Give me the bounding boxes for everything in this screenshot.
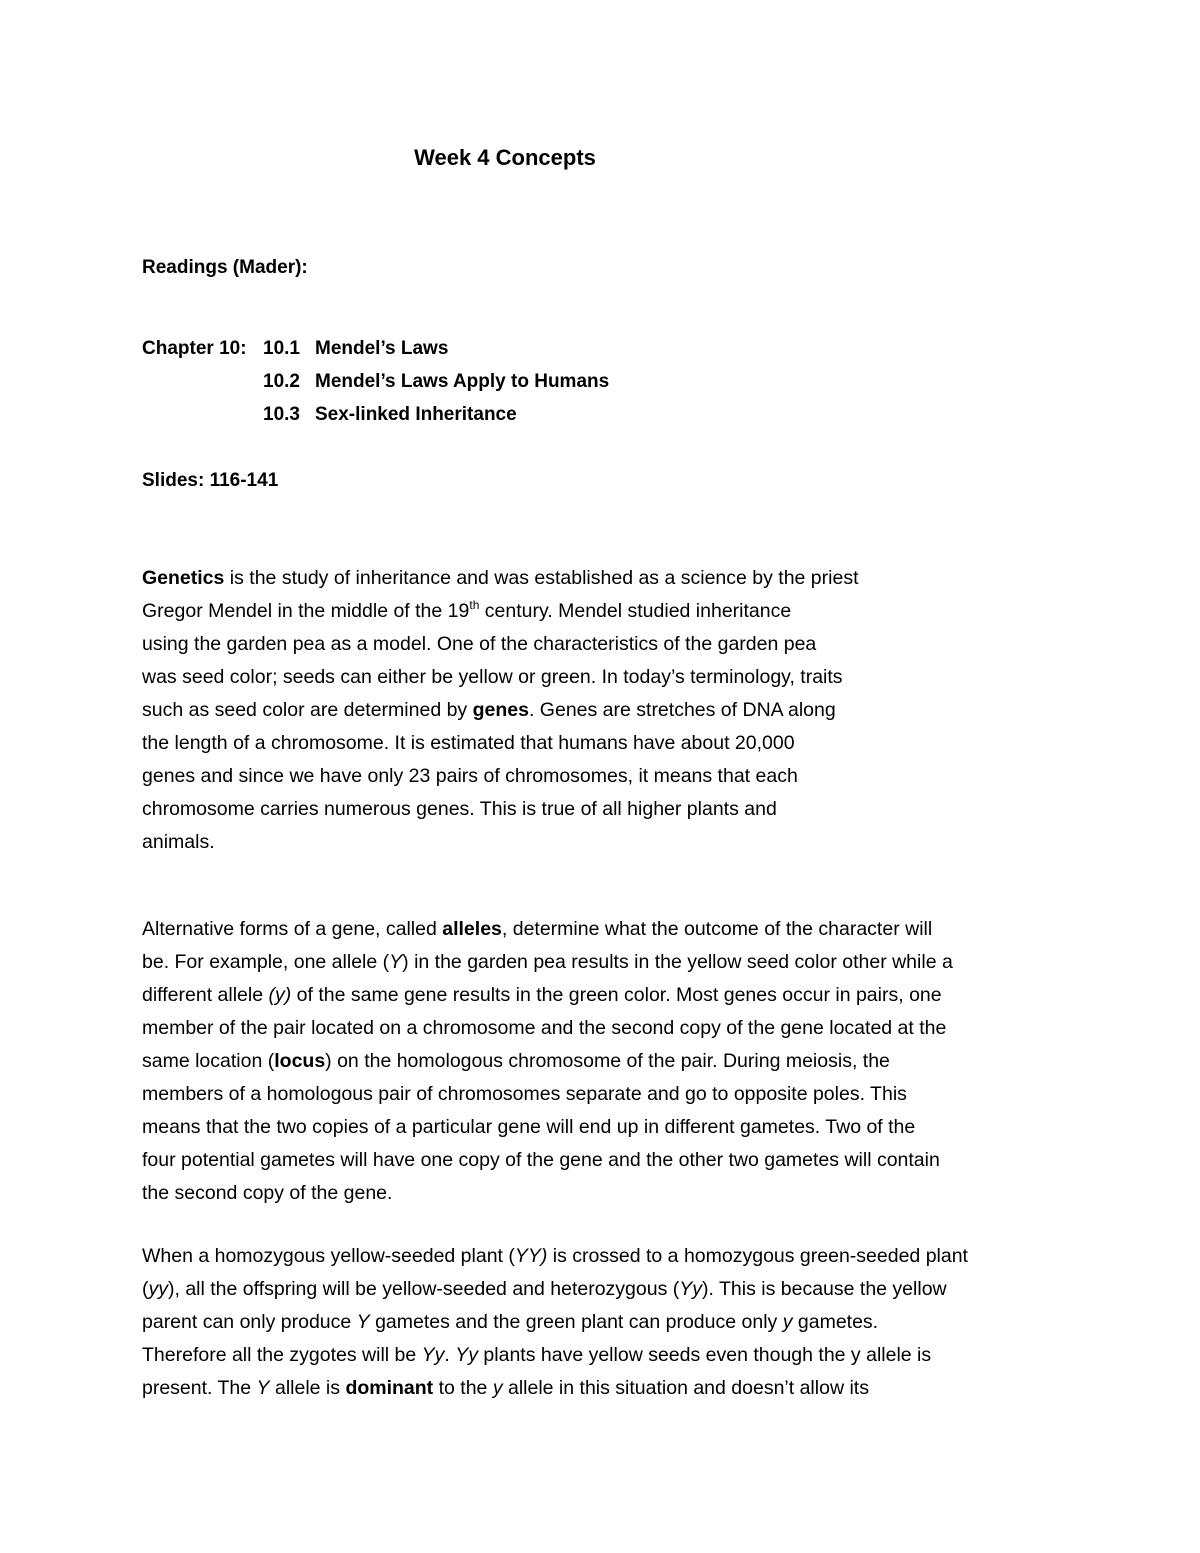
text-line: using the garden pea as a model. One of the characteristics of the garden pea (142, 633, 817, 655)
section-number: 10.3 (263, 404, 300, 425)
text-line (142, 562, 859, 595)
paragraph-cross (142, 1240, 968, 1405)
text-run: is the study of inheritance and was established as a science by the priest (224, 567, 859, 589)
text-run: allele is (269, 1377, 346, 1399)
text-run: gametes and the green plant can produce only (369, 1311, 783, 1333)
text-line (142, 595, 859, 628)
text-run: ) in the garden pea results in the yellow seed color other while a (402, 951, 953, 973)
paragraph-alleles (142, 913, 953, 1210)
term-genes: genes (472, 699, 529, 721)
term-dominant: dominant (345, 1377, 434, 1399)
text-run: present. The (142, 1377, 257, 1399)
section-number: 10.1 (263, 338, 300, 359)
allele-symbol: y (492, 1377, 503, 1399)
paragraph-genetics (142, 562, 859, 859)
genotype-symbol: YY) (514, 1245, 548, 1267)
chapter-section (263, 404, 517, 426)
section-number: 10.2 (263, 371, 300, 392)
text-line (142, 1372, 968, 1405)
chapter-section (263, 371, 609, 393)
allele-symbol: Y (256, 1377, 270, 1399)
text-line (142, 1306, 968, 1339)
allele-symbol: Y (356, 1311, 370, 1333)
page-title: Week 4 Concepts (414, 145, 596, 170)
chapter-label: Chapter 10: (142, 338, 247, 359)
term-locus: locus (274, 1050, 326, 1072)
text-run: ) on the homologous chromosome of the pair. During meiosis, the (325, 1050, 890, 1072)
slides-heading: Slides: 116-141 (142, 470, 279, 491)
genotype-symbol: Yy (455, 1344, 479, 1366)
section-title: Mendel’s Laws (315, 338, 449, 359)
text-run: such as seed color are determined by (142, 699, 473, 721)
text-line (142, 1273, 968, 1306)
text-run: plants have yellow seeds even though the y allele is (478, 1344, 932, 1366)
text-line: four potential gametes will have one copy of the gene and the other two gametes will contain (142, 1149, 940, 1171)
text-run: ). This is because the yellow (702, 1278, 947, 1300)
text-line (142, 1240, 968, 1273)
genotype-symbol: Yy (679, 1278, 703, 1300)
genotype-symbol: yy (148, 1278, 168, 1300)
superscript: th (469, 598, 480, 612)
section-title: Mendel’s Laws Apply to Humans (315, 371, 610, 392)
allele-symbol: Y (389, 951, 403, 973)
term-genetics: Genetics (142, 567, 225, 589)
text-run: Therefore all the zygotes will be (142, 1344, 422, 1366)
text-line: member of the pair located on a chromosome and the second copy of the gene located at the (142, 1017, 947, 1039)
genotype-symbol: Yy (421, 1344, 445, 1366)
readings-heading: Readings (Mader): (142, 257, 308, 278)
text-run: be. For example, one allele ( (142, 951, 390, 973)
text-line: members of a homologous pair of chromosomes separate and go to opposite poles. This (142, 1083, 907, 1105)
text-run: to the (433, 1377, 493, 1399)
section-title: Sex-linked Inheritance (315, 404, 517, 425)
text-run: ), all the offspring will be yellow-seeded and heterozygous ( (168, 1278, 680, 1300)
text-run: ( (142, 1278, 149, 1300)
allele-symbol: y (782, 1311, 793, 1333)
term-alleles: alleles (442, 918, 502, 940)
text-run: When a homozygous yellow-seeded plant ( (142, 1245, 515, 1267)
text-line: genes and since we have only 23 pairs of chromosomes, it means that each (142, 765, 798, 787)
text-line (142, 946, 953, 979)
text-run: same location ( (142, 1050, 275, 1072)
text-line (142, 1339, 968, 1372)
chapter-section (263, 338, 448, 360)
text-line (142, 694, 859, 727)
text-line: means that the two copies of a particular gene will end up in different gametes. Two of the (142, 1116, 916, 1138)
text-run: of the same gene results in the green color. Most genes occur in pairs, one (291, 984, 942, 1006)
text-line: the length of a chromosome. It is estimated that humans have about 20,000 (142, 732, 795, 754)
text-line: chromosome carries numerous genes. This is true of all higher plants and (142, 798, 777, 820)
text-run: different allele (142, 984, 269, 1006)
text-line (142, 1045, 953, 1078)
text-line: the second copy of the gene. (142, 1182, 393, 1204)
text-run: gametes. (792, 1311, 879, 1333)
text-run: . (444, 1344, 456, 1366)
text-run: is crossed to a homozygous green-seeded plant (547, 1245, 968, 1267)
text-run: Alternative forms of a gene, called (142, 918, 443, 940)
text-run: century. Mendel studied inheritance (479, 600, 792, 622)
text-run: Gregor Mendel in the middle of the 19 (142, 600, 470, 622)
text-run: , determine what the outcome of the character will (501, 918, 933, 940)
text-line (142, 913, 953, 946)
text-run: allele in this situation and doesn’t allow its (502, 1377, 869, 1399)
text-line: was seed color; seeds can either be yellow or green. In today’s terminology, traits (142, 666, 843, 688)
text-run: parent can only produce (142, 1311, 357, 1333)
text-line (142, 979, 953, 1012)
text-run: . Genes are stretches of DNA along (528, 699, 836, 721)
allele-symbol: (y) (268, 984, 292, 1006)
text-line: animals. (142, 831, 215, 853)
